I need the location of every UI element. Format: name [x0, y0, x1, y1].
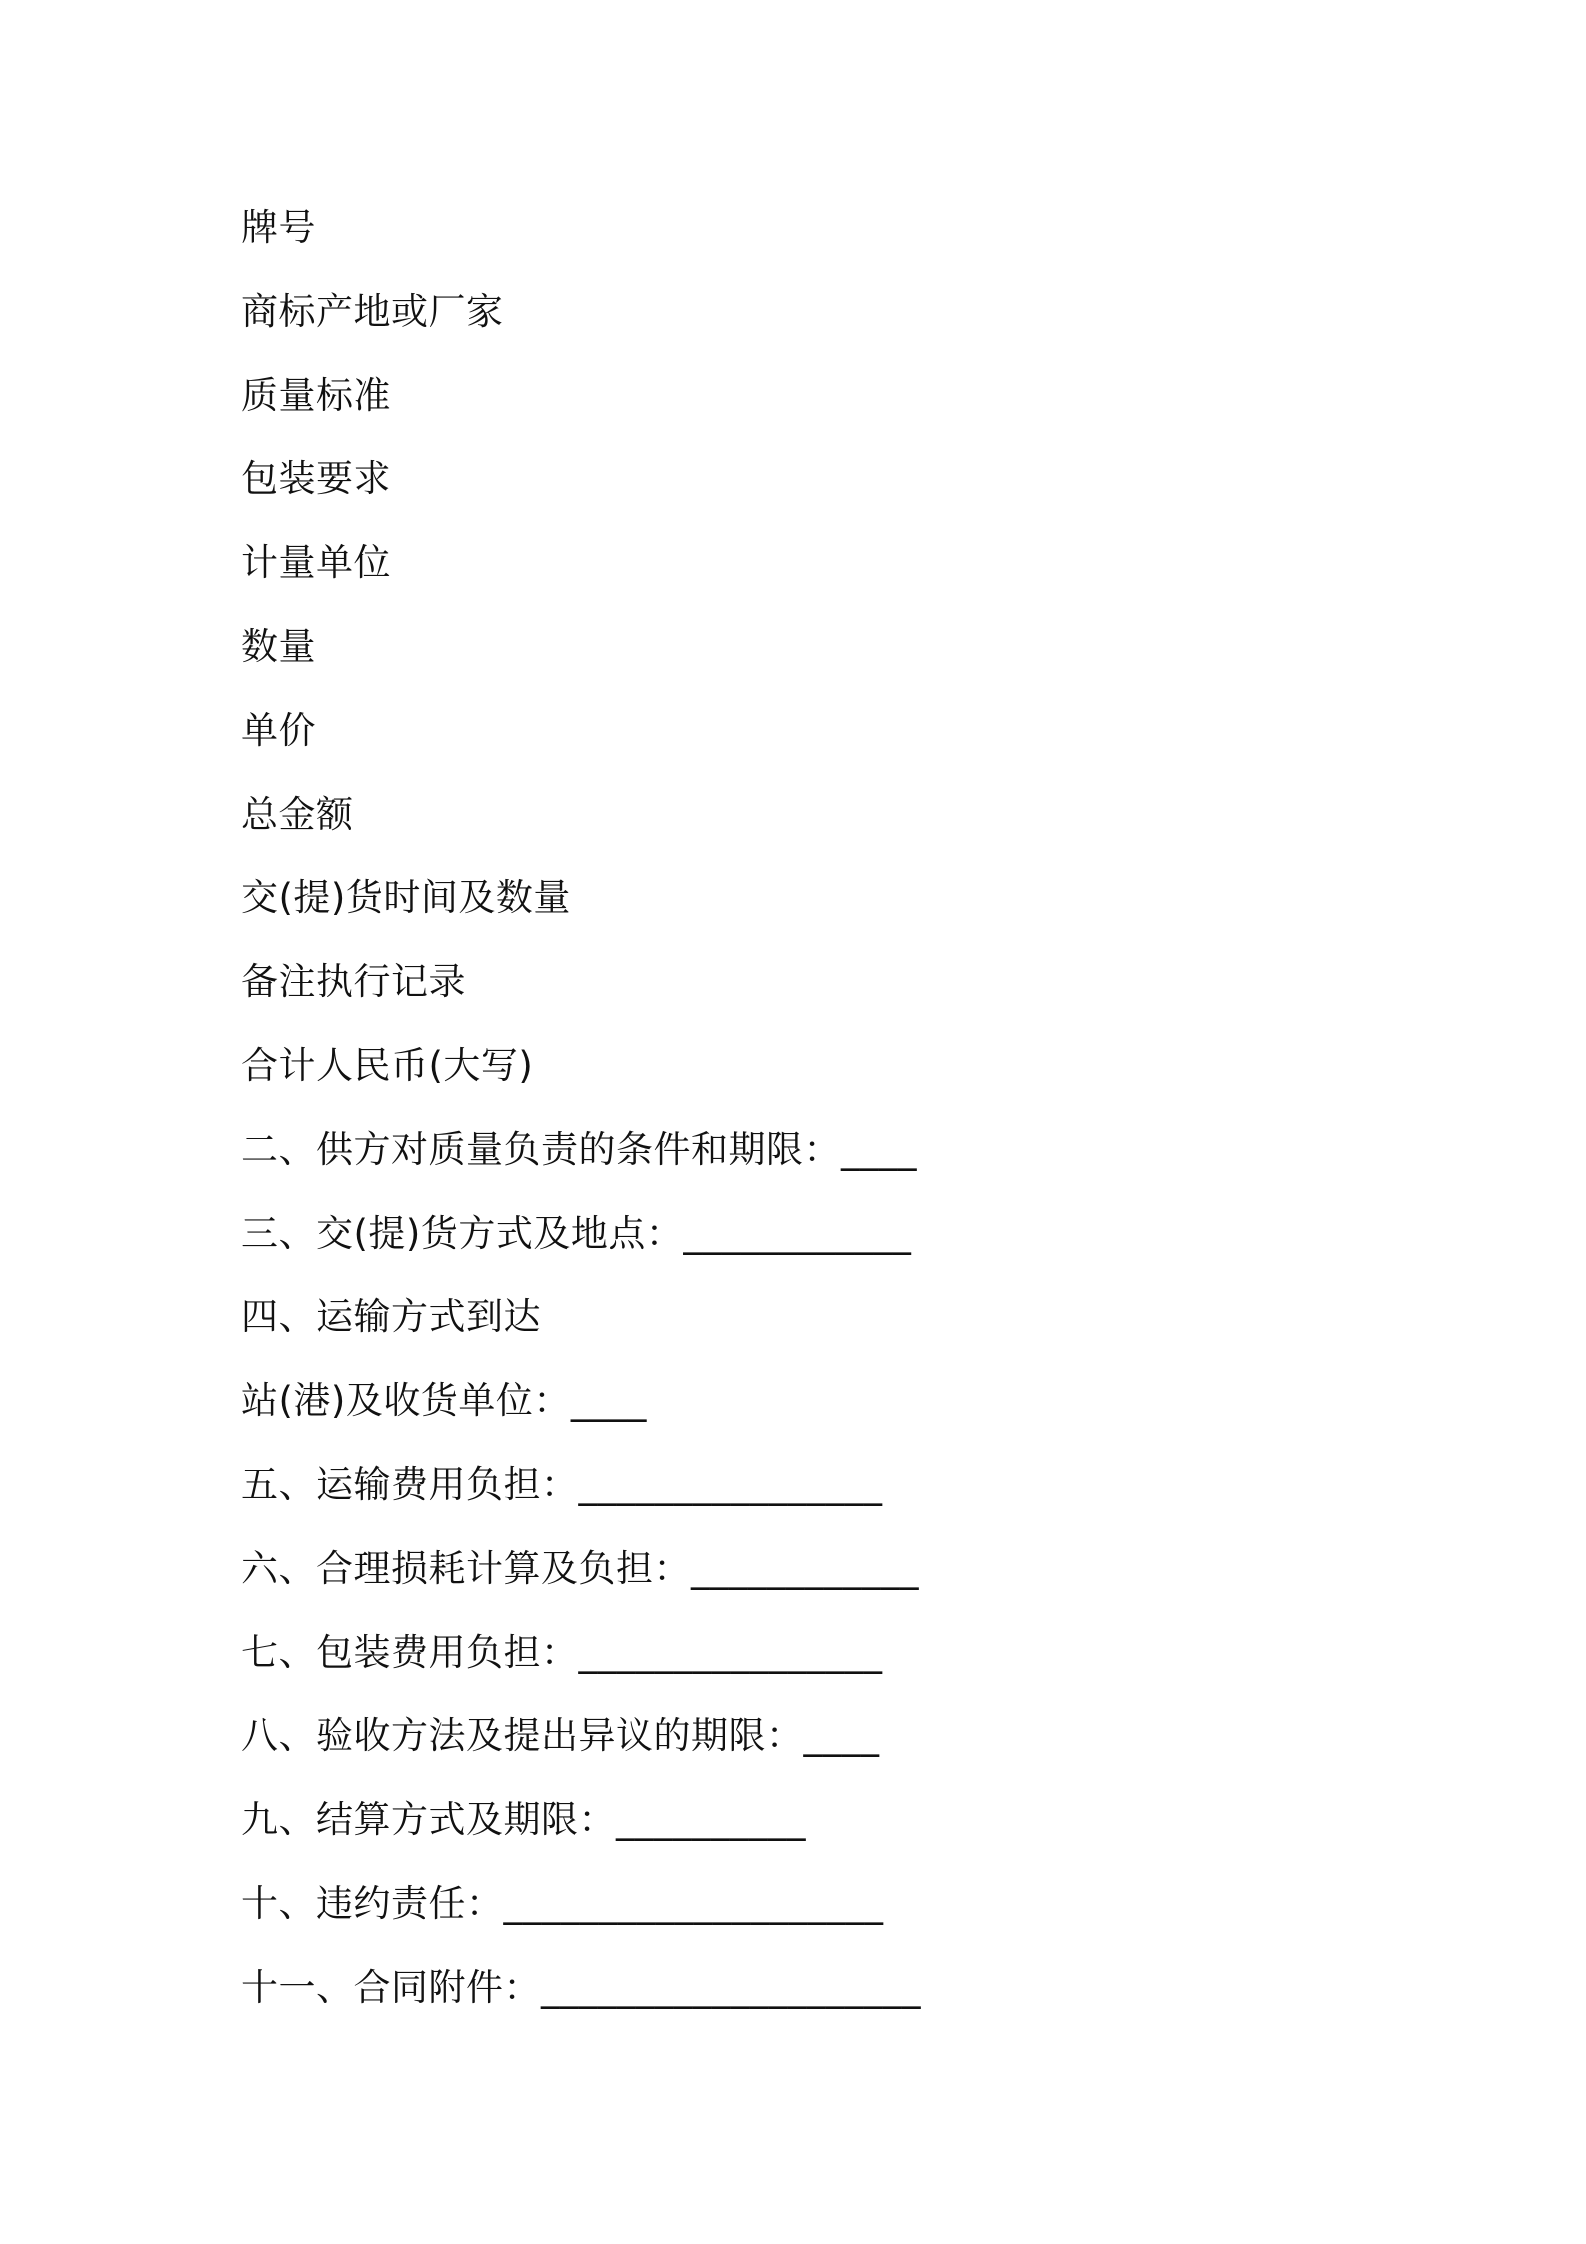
- clause-10-liability-breach: 十、违约责任：____________________: [241, 1881, 884, 1925]
- item-remarks-record: 备注执行记录: [241, 960, 466, 1004]
- item-packaging-requirements: 包装要求: [241, 457, 391, 501]
- clause-6-loss-calculation: 六、合理损耗计算及负担：____________: [241, 1546, 919, 1590]
- item-quantity: 数量: [241, 624, 316, 668]
- clause-11-attachments: 十一、合同附件：____________________: [241, 1965, 921, 2009]
- clause-4-station-consignee: 站(港)及收货单位：____: [241, 1379, 647, 1423]
- contract-terms-list: [241, 195, 921, 2039]
- item-quality-standard: 质量标准: [241, 373, 391, 417]
- clause-7-packaging-cost: 七、包装费用负担：________________: [241, 1630, 883, 1674]
- clause-9-settlement: 九、结算方式及期限：__________: [241, 1798, 806, 1842]
- clause-3-delivery-method: 三、交(提)货方式及地点：____________: [241, 1211, 912, 1255]
- item-total-amount: 总金额: [241, 792, 354, 836]
- item-unit-of-measure: 计量单位: [241, 541, 391, 585]
- item-total-rmb-words: 合计人民币(大写): [241, 1043, 534, 1087]
- item-unit-price: 单价: [241, 708, 316, 752]
- item-trademark-origin: 商标产地或厂家: [241, 289, 504, 333]
- clause-2-quality-liability: 二、供方对质量负责的条件和期限：____: [241, 1127, 917, 1171]
- clause-5-transport-cost: 五、运输费用负担：________________: [241, 1462, 883, 1506]
- clause-4-transport-method: 四、运输方式到达: [241, 1295, 541, 1339]
- item-delivery-time-quantity: 交(提)货时间及数量: [241, 876, 571, 920]
- clause-8-inspection-objection: 八、验收方法及提出异议的期限：____: [241, 1714, 880, 1758]
- item-brand-number: 牌号: [241, 206, 316, 249]
